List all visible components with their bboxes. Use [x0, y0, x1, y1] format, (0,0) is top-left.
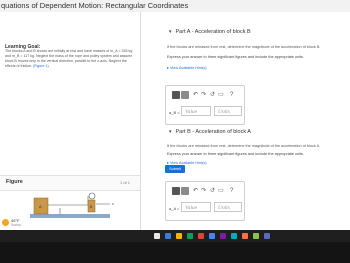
part-b-hints-label: View Available Hint(s)	[169, 161, 207, 165]
x-axis-label: x	[112, 201, 114, 206]
part-b-question: If the blocks are released from rest, determine the magnitude of the acceleration of block A.	[167, 144, 321, 148]
learning-goal-body: The blocks A and B shown are initially at rest and have masses of m_A = 335 kg and m_B = 117 kg. Neglect the mass of the rope and pulley system and assume block B moves only in the vertical direction, parallel to the x-axis. Neglect the effects of friction.	[5, 49, 133, 68]
app-icon[interactable]	[231, 233, 237, 239]
chevron-down-icon: ▼	[168, 29, 173, 34]
part-b-heading[interactable]	[168, 129, 251, 135]
part-a-heading[interactable]	[168, 29, 251, 35]
part-b-answer-box	[165, 181, 245, 221]
part-b-title: Part B - Acceleration of block A	[175, 129, 251, 135]
part-a-variable: a_B =	[169, 110, 180, 115]
reset-icon[interactable]: ↺	[210, 92, 216, 98]
keyboard-icon[interactable]: ▭	[218, 188, 224, 194]
figure-link[interactable]: (Figure 1)	[33, 64, 49, 68]
taskbar	[0, 230, 350, 242]
app-icon[interactable]	[264, 233, 270, 239]
keyboard-icon[interactable]: ▭	[218, 92, 224, 98]
window-title: quations of Dependent Motion: Rectangular Coordinates	[0, 0, 350, 13]
task-view-icon[interactable]	[165, 233, 171, 239]
caret-right-icon: ▸	[167, 66, 170, 70]
help-icon[interactable]: ?	[230, 188, 234, 194]
figure-bar	[0, 175, 140, 191]
undo-icon[interactable]: ↶	[193, 188, 199, 194]
screen-bottom-edge	[0, 242, 350, 263]
part-b-variable: a_A =	[169, 206, 180, 211]
caret-right-icon: ▸	[167, 161, 170, 165]
pulley-figure	[30, 190, 125, 222]
part-a-instruction: Express your answer to three significant figures and include the appropriate units.	[167, 55, 304, 59]
weather-widget[interactable]	[2, 217, 32, 231]
sun-icon	[2, 219, 9, 226]
part-a-hints-link[interactable]	[167, 65, 207, 70]
app-icon[interactable]	[242, 233, 248, 239]
part-b-hints-link[interactable]	[167, 160, 207, 165]
reset-icon[interactable]: ↺	[210, 188, 216, 194]
block-a-label: A	[39, 204, 42, 209]
ground-surface	[30, 214, 110, 218]
weather-condition: Sunny	[11, 223, 21, 227]
edge-icon[interactable]	[209, 233, 215, 239]
pulley	[89, 193, 95, 199]
store-icon[interactable]	[220, 233, 226, 239]
part-b-value-input[interactable]: Value	[181, 202, 211, 212]
units-template-icon[interactable]	[181, 187, 189, 195]
learning-goal-heading: Learning Goal:	[5, 44, 41, 50]
search-icon[interactable]	[154, 233, 160, 239]
mail-icon[interactable]	[198, 233, 204, 239]
left-panel	[0, 12, 141, 230]
help-icon[interactable]: ?	[230, 92, 234, 98]
right-panel	[141, 12, 350, 230]
units-template-icon[interactable]	[181, 91, 189, 99]
app-icon[interactable]	[253, 233, 259, 239]
part-a-units-input[interactable]: Units	[214, 106, 242, 116]
templates-icon[interactable]	[172, 187, 180, 195]
redo-icon[interactable]: ↷	[201, 92, 207, 98]
templates-icon[interactable]	[172, 91, 180, 99]
learning-goal-text	[5, 49, 135, 69]
part-b-instruction: Express your answer to three significant figures and include the appropriate units.	[167, 152, 304, 156]
file-explorer-icon[interactable]	[176, 233, 182, 239]
part-a-value-input[interactable]: Value	[181, 106, 211, 116]
figure-page-indicator: 1 of 1	[119, 180, 130, 185]
part-a-answer-box	[165, 85, 245, 125]
chevron-down-icon: ▼	[168, 129, 173, 134]
block-b-label: B	[90, 205, 93, 209]
submit-button[interactable]: Submit	[165, 165, 185, 173]
part-a-question: If the blocks are released from rest, determine the magnitude of the acceleration of block B.	[167, 45, 321, 49]
browser-icon[interactable]	[187, 233, 193, 239]
weather-temperature: 46°F	[11, 218, 20, 223]
figure-label: Figure	[6, 179, 23, 185]
undo-icon[interactable]: ↶	[193, 92, 199, 98]
redo-icon[interactable]: ↷	[201, 188, 207, 194]
part-a-hints-label: View Available Hint(s)	[169, 66, 207, 70]
part-a-title: Part A - Acceleration of block B	[175, 29, 251, 35]
part-b-units-input[interactable]: Units	[214, 202, 242, 212]
